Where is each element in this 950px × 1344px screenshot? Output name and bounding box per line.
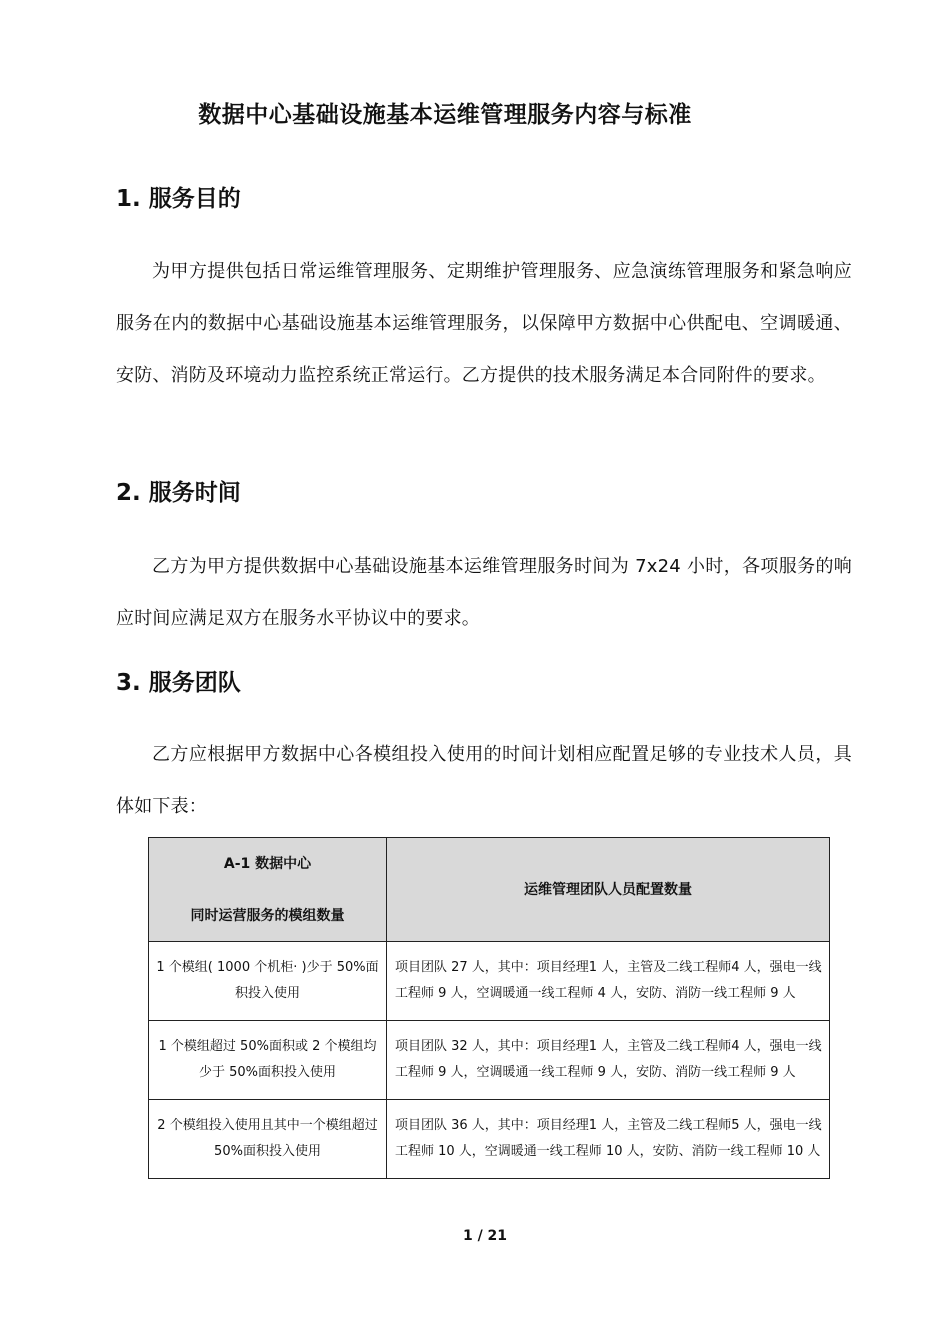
table-header-row [149, 838, 830, 942]
table-row [149, 942, 830, 1021]
table-row [149, 1021, 830, 1100]
table-header-staffing: 运维管理团队人员配置数量 [387, 838, 830, 942]
table-header-module-count [149, 838, 387, 942]
table-cell-staffing: 项目团队 36 人，其中：项目经理1 人，主管及二线工程师5 人，强电一线工程师 10 人，空调暖通一线工程师 10 人，安防、消防一线工程师 10 人 [387, 1100, 830, 1179]
staffing-table [148, 837, 830, 1179]
table-cell-staffing: 项目团队 27 人，其中：项目经理1 人，主管及二线工程师4 人，强电一线工程师 9 人，空调暖通一线工程师 4 人，安防、消防一线工程师 9 人 [387, 942, 830, 1021]
table-cell-staffing: 项目团队 32 人，其中：项目经理1 人，主管及二线工程师4 人，强电一线工程师 9 人，空调暖通一线工程师 9 人，安防、消防一线工程师 9 人 [387, 1021, 830, 1100]
header-module-count-label: 同时运营服务的模组数量 [190, 907, 345, 924]
page-indicator: 1 / 21 [462, 1228, 508, 1244]
section-paragraph-service-time: 乙方为甲方提供数据中心基础设施基本运维管理服务时间为 7x24 小时，各项服务的响应时间应满足双方在服务水平协议中的要求。 [116, 556, 852, 629]
section-heading-service-team: 3. 服务团队 [116, 670, 241, 696]
header-datacenter-label: A-1 数据中心 [223, 855, 312, 872]
table-cell-condition: 1 个模组( 1000 个机柜· )少于 50%面积投入使用 [149, 942, 387, 1021]
section-heading-purpose: 1. 服务目的 [116, 186, 241, 212]
section-paragraph-service-team: 乙方应根据甲方数据中心各模组投入使用的时间计划相应配置足够的专业技术人员，具体如下表： [116, 744, 852, 817]
document-title: 数据中心基础设施基本运维管理服务内容与标准 [198, 102, 692, 128]
table-cell-condition: 2 个模组投入使用且其中一个模组超过 50%面积投入使用 [149, 1100, 387, 1179]
section-heading-service-time: 2. 服务时间 [116, 480, 241, 506]
table-row [149, 1100, 830, 1179]
table-cell-condition: 1 个模组超过 50%面积或 2 个模组均少于 50%面积投入使用 [149, 1021, 387, 1100]
section-paragraph-purpose: 为甲方提供包括日常运维管理服务、定期维护管理服务、应急演练管理服务和紧急响应服务在内的数据中心基础设施基本运维管理服务，以保障甲方数据中心供配电、空调暖通、安防、消防及环境动力监控系统正常运行。乙方提供的技术服务满足本合同附件的要求。 [116, 261, 852, 386]
